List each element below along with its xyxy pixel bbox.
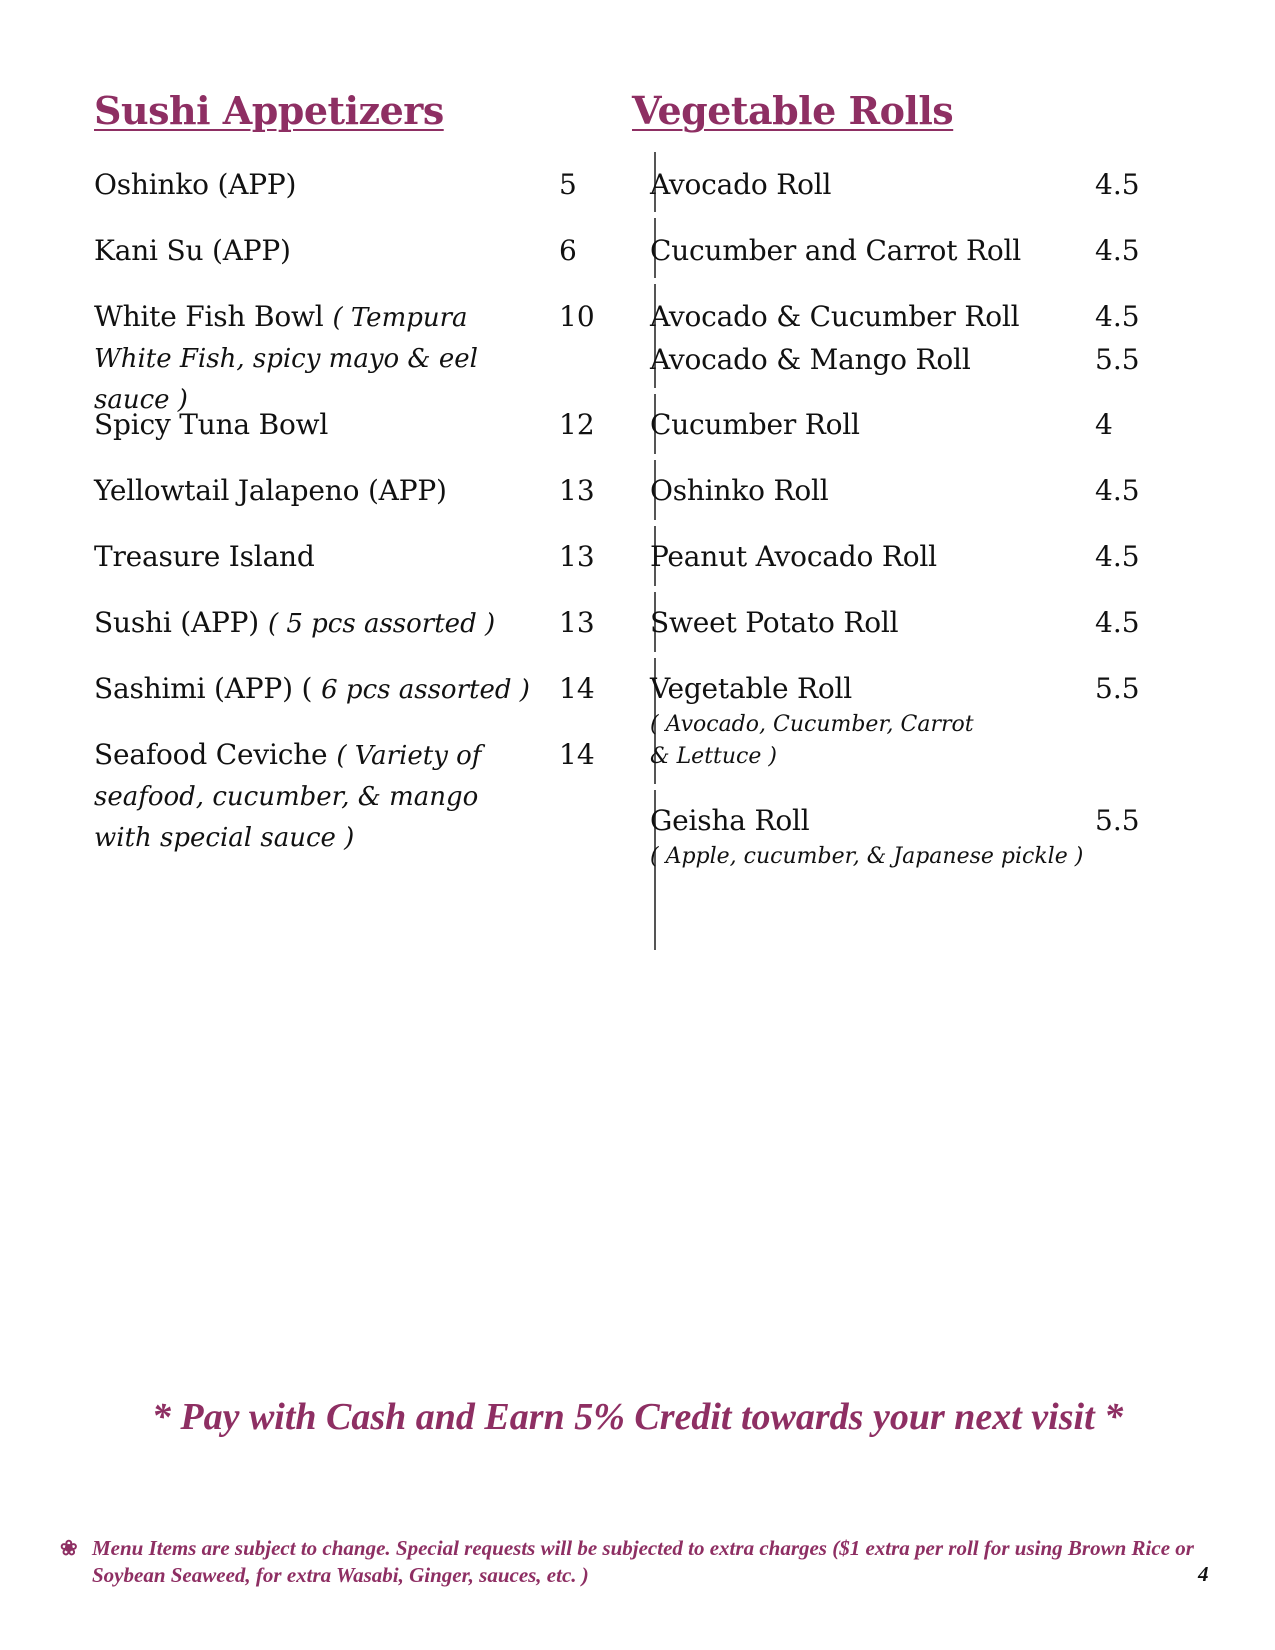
cash-credit-promo: * Pay with Cash and Earn 5% Credit towards your next visit *	[151, 1396, 1124, 1438]
item-name: Oshinko Roll	[650, 474, 829, 507]
item-price: 13	[559, 606, 595, 639]
item-description: ( Apple, cucumber, & Japanese pickle )	[650, 844, 1084, 869]
menu-item	[650, 537, 937, 577]
menu-item	[650, 165, 831, 205]
item-price: 5.5	[1095, 804, 1140, 837]
item-name: Seafood Ceviche	[94, 738, 328, 771]
menu-item	[94, 471, 544, 511]
footer-note	[60, 1535, 1220, 1589]
item-description: ( Avocado, Cucumber, Carrot & Lettuce )	[650, 712, 974, 769]
menu-item	[650, 231, 1021, 271]
flower-icon: ❀	[60, 1536, 78, 1560]
item-name: Sashimi (APP) (	[94, 672, 313, 705]
item-price: 5.5	[1095, 343, 1140, 376]
item-price: 14	[559, 672, 595, 705]
item-price: 4.5	[1095, 474, 1140, 507]
menu-item	[650, 297, 1019, 337]
section-title-vegetable-rolls: Vegetable Rolls	[632, 88, 954, 133]
item-price: 4.5	[1095, 234, 1140, 267]
item-name: White Fish Bowl	[94, 300, 324, 333]
item-price: 6	[559, 234, 577, 267]
item-name: Avocado & Cucumber Roll	[650, 300, 1020, 333]
item-name: Spicy Tuna Bowl	[94, 408, 329, 441]
item-name: Avocado Roll	[650, 168, 832, 201]
item-price: 14	[559, 738, 595, 771]
page-number: 4	[1198, 1562, 1209, 1586]
menu-item	[94, 603, 544, 644]
menu-item	[650, 471, 829, 511]
item-name: Sushi (APP)	[94, 606, 260, 639]
item-description: ( 5 pcs assorted )	[267, 609, 496, 639]
item-price: 10	[559, 300, 595, 333]
menu-item	[650, 669, 1000, 773]
item-price: 5.5	[1095, 672, 1140, 705]
item-name: Treasure Island	[94, 540, 315, 573]
menu-item	[94, 735, 514, 858]
item-description: ( Tempura White Fish, spicy mayo & eel sauce )	[94, 303, 478, 415]
menu-item	[650, 405, 860, 445]
menu-item	[94, 405, 534, 445]
item-price: 4.5	[1095, 540, 1140, 573]
footer-text: Menu Items are subject to change. Special requests will be subjected to extra charges ($1 extra per roll for using Brown Rice or Soybean Seaweed, for extra Wasabi, Ginger, sauces, etc. )	[92, 1536, 1194, 1587]
item-description: ( Variety of seafood, cucumber, & mango with special sauce )	[94, 741, 482, 853]
item-name: Cucumber and Carrot Roll	[650, 234, 1021, 267]
menu-item	[94, 165, 534, 205]
item-name: Vegetable Roll	[650, 672, 853, 705]
menu-item	[94, 297, 539, 420]
item-price: 4	[1095, 408, 1113, 441]
item-price: 13	[559, 540, 595, 573]
item-name: Avocado & Mango Roll	[650, 343, 971, 376]
menu-item	[650, 801, 1084, 873]
menu-item	[650, 603, 898, 643]
item-price: 4.5	[1095, 168, 1140, 201]
menu-item	[94, 231, 534, 271]
item-name: Cucumber Roll	[650, 408, 860, 441]
item-name: Kani Su (APP)	[94, 234, 291, 267]
item-description: 6 pcs assorted )	[321, 675, 530, 705]
item-name: Geisha Roll	[650, 804, 810, 837]
menu-item	[94, 537, 534, 577]
item-price: 12	[559, 408, 595, 441]
item-name: Oshinko (APP)	[94, 168, 297, 201]
section-title-sushi-appetizers: Sushi Appetizers	[94, 88, 444, 133]
item-price: 5	[559, 168, 577, 201]
item-price: 13	[559, 474, 595, 507]
menu-item	[94, 669, 549, 710]
item-price: 4.5	[1095, 300, 1140, 333]
item-name: Sweet Potato Roll	[650, 606, 899, 639]
menu-item	[650, 340, 971, 380]
item-price: 4.5	[1095, 606, 1140, 639]
item-name: Peanut Avocado Roll	[650, 540, 937, 573]
item-name: Yellowtail Jalapeno (APP)	[94, 474, 447, 507]
